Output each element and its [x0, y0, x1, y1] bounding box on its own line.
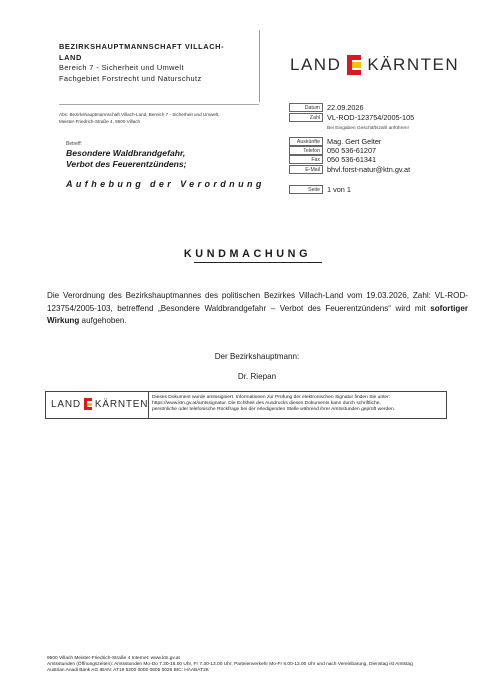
authority-name-line1: BEZIRKSHAUPTMANNSCHAFT VILLACH-: [59, 42, 225, 51]
zahl-value: VL-ROD-123754/2005-105: [327, 113, 415, 122]
sender-line1: Abs: Bezirkshauptmannschaft Villach-Land, Bereich 7 - Sicherheit und Umwelt,: [59, 112, 220, 117]
footer-line2: Amtsstunden (Öffnungszeiten): Amtsstunden Mo-Do 7.30-16.00 Uhr, Fr 7.30-13.00 Uhr; Parteienverkehr Mo-Fr 8.00-12.00 Uhr und nach Vereinbarung, Dienstag ist Amtstag: [47, 662, 413, 667]
telefon-label: Telefon: [289, 146, 323, 155]
signature-note: [152, 395, 444, 413]
signer-role: Der Bezirkshauptmann:: [214, 352, 300, 361]
email-label: E-Mail: [289, 165, 323, 174]
authority-name-line2: LAND: [59, 52, 82, 62]
department-line1: Bereich 7 - Sicherheit und Umwelt: [59, 63, 184, 72]
document-body: [47, 290, 468, 328]
datum-value: 22.09.2026: [327, 103, 364, 112]
signature-box-divider: [148, 392, 149, 419]
header-divider: [259, 30, 260, 102]
official-signature-box: [45, 391, 447, 419]
footer-line1: 9500 Villach Meister-Friedrich-Straße 4 Internet: www.ktn.gv.at: [47, 656, 180, 661]
land-kaernten-logo: [290, 55, 459, 75]
signature-logo-wrap: [51, 398, 148, 410]
auskuenfte-value: Mag. Gert Gelter: [327, 137, 382, 146]
page-footer: [47, 656, 487, 674]
body-bold: sofortiger Wirkung: [47, 303, 468, 326]
fax-label: Fax: [289, 155, 323, 164]
sender-line: [59, 112, 259, 125]
subject-text: [66, 148, 256, 170]
sender-divider: [59, 104, 259, 105]
signature-note-line3: persönliche oder telefonische Rückfrage bei der erledigenden Stelle während ihrer Amtsstunden geprüft werden.: [152, 407, 396, 412]
signature-logo: [51, 398, 148, 410]
zahl-label: Zahl: [289, 113, 323, 122]
document-title: KUNDMACHUNG: [183, 248, 312, 260]
logo-text-right: KÄRNTEN: [367, 55, 460, 74]
signature-coat-of-arms-mark-icon: [84, 398, 92, 410]
subject-line1: Besondere Waldbrandgefahr,: [66, 148, 186, 158]
coat-of-arms-mark-icon: [347, 55, 361, 75]
title-underline: [194, 262, 322, 263]
footer-line3: Austrian Anadi Bank AG IBAN: AT19 5200 0000 0605 0026 BIC: HAABAT2K: [47, 668, 209, 673]
auskuenfte-label: Auskünfte: [289, 137, 323, 146]
datum-label: Datum: [289, 103, 323, 112]
sender-line2: Meister-Friedrich-Straße 4, 9500 Villach: [59, 118, 141, 124]
department-line2: Fachgebiet Forstrecht und Naturschutz: [59, 73, 202, 83]
reference-hint: Bei Eingaben Geschäftszahl anführen!: [327, 126, 409, 131]
subject-aufhebung: Aufhebung der Verordnung: [66, 179, 265, 189]
signature-logo-text-left: LAND: [51, 398, 81, 410]
signature-note-line1: Dieses Dokument wurde amtssigniert. Informationen zur Prüfung der elektronischen Signatur finden Sie unter:: [152, 395, 391, 400]
authority-header: [59, 42, 259, 84]
fax-value: 050 536-61341: [327, 155, 377, 164]
signer-name: Dr. Riepan: [237, 372, 277, 381]
subject-line2: Verbot des Feuerentzündens;: [66, 159, 187, 169]
body-part1: Die Verordnung des Bezirkshauptmannes des politischen Bezirkes Villach-Land vom 19.03.2026, Zahl: VL-ROD-123754/2005-103, betreffend „Besondere Waldbrandgefahr – Verbot des Feuerentzündens“ wird mit: [47, 291, 468, 313]
body-part2: aufgehoben.: [79, 316, 127, 326]
telefon-value: 050 536-61207: [327, 146, 377, 155]
subject-label: Betreff:: [66, 141, 83, 147]
signature-logo-text-right: KÄRNTEN: [94, 398, 149, 410]
email-value[interactable]: bhvl.forst-natur@ktn.gv.at: [327, 165, 411, 174]
logo-text-left: LAND: [290, 55, 342, 74]
seite-label: Seite: [289, 185, 323, 194]
seite-value: 1 von 1: [327, 185, 351, 194]
signature-note-line2: https://www.ktn.gv.at/amtssignatur. Die Echtheit des Ausdrucks dieses Dokuments kann durch schriftliche,: [152, 401, 381, 406]
